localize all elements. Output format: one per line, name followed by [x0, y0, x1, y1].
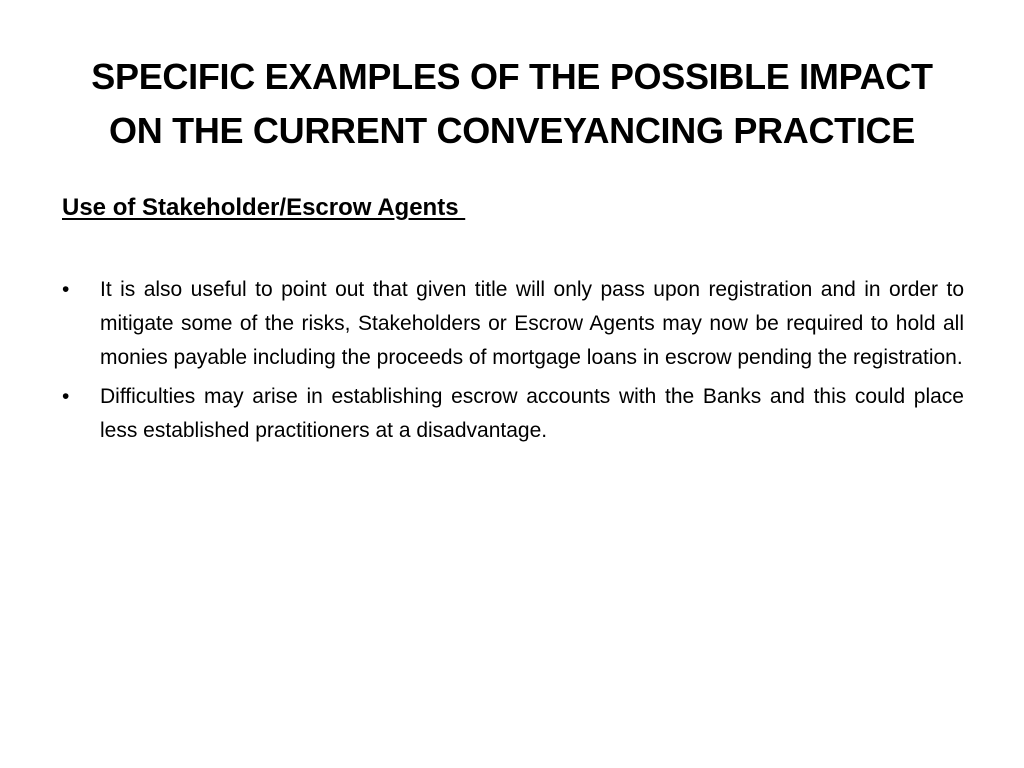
bullet-list: [62, 273, 964, 453]
bullet-item: [62, 380, 964, 448]
bullet-text: It is also useful to point out that given title will only pass upon registration and in order to mitigate some of the risks, Stakeholders or Escrow Agents may now be required to hold all monies payable including the proceeds of mortgage loans in escrow pending the registration.: [100, 278, 964, 369]
bullet-text: Difficulties may arise in establishing escrow accounts with the Banks and this could place less established practitioners at a disadvantage.: [100, 385, 964, 442]
section-heading: Use of Stakeholder/Escrow Agents: [62, 194, 466, 221]
slide-title: SPECIFIC EXAMPLES OF THE POSSIBLE IMPACT ON THE CURRENT CONVEYANCING PRACTICE: [91, 56, 933, 151]
bullet-icon: •: [62, 385, 70, 408]
bullet-icon: •: [62, 278, 70, 301]
bullet-item: [62, 273, 964, 375]
